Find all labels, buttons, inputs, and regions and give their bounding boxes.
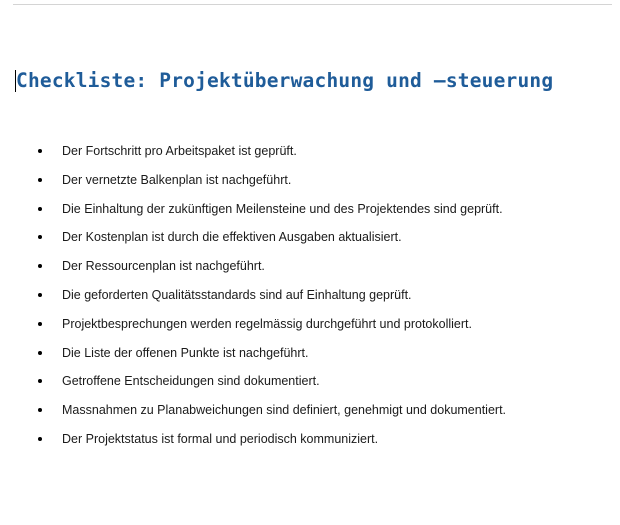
checklist-item[interactable] bbox=[38, 198, 506, 227]
bullet-icon bbox=[38, 437, 42, 441]
checklist-item-text: Die geforderten Qualitätsstandards sind auf Einhaltung geprüft. bbox=[62, 287, 412, 302]
checklist-item[interactable] bbox=[38, 226, 506, 255]
checklist-item-text: Der Ressourcenplan ist nachgeführt. bbox=[62, 259, 265, 274]
checklist-item[interactable] bbox=[38, 313, 506, 342]
checklist-item[interactable] bbox=[38, 255, 506, 284]
bullet-icon bbox=[38, 207, 42, 211]
bullet-icon bbox=[38, 379, 42, 383]
checklist-item[interactable] bbox=[38, 140, 506, 169]
checklist-item-text: Getroffene Entscheidungen sind dokumentiert. bbox=[62, 374, 320, 389]
bullet-icon bbox=[38, 293, 42, 297]
checklist-item-text: Der Fortschritt pro Arbeitspaket ist geprüft. bbox=[62, 144, 297, 158]
checklist-item-text: Die Einhaltung der zukünftigen Meilensteine und des Projektendes sind geprüft. bbox=[62, 201, 503, 216]
bullet-icon bbox=[38, 149, 42, 153]
checklist-item[interactable] bbox=[38, 370, 506, 399]
bullet-icon bbox=[38, 178, 42, 182]
page-top-rule bbox=[13, 4, 612, 5]
checklist-item-text: Die Liste der offenen Punkte ist nachgeführt. bbox=[62, 345, 309, 360]
checklist-item[interactable] bbox=[38, 284, 506, 313]
checklist-item-text: Der vernetzte Balkenplan ist nachgeführt. bbox=[62, 172, 292, 187]
checklist-item-text: Massnahmen zu Planabweichungen sind definiert, genehmigt und dokumentiert. bbox=[62, 403, 507, 418]
checklist-item-text: Der Projektstatus ist formal und periodisch kommuniziert. bbox=[62, 431, 379, 446]
checklist bbox=[38, 140, 506, 457]
bullet-icon bbox=[38, 408, 42, 412]
bullet-icon bbox=[38, 351, 42, 355]
checklist-item[interactable] bbox=[38, 342, 506, 371]
document-title[interactable]: Checkliste: Projektüberwachung und –steuerung bbox=[16, 69, 554, 92]
bullet-icon bbox=[38, 235, 42, 239]
bullet-icon bbox=[38, 264, 42, 268]
checklist-item[interactable] bbox=[38, 169, 506, 198]
checklist-item-text: Projektbesprechungen werden regelmässig durchgeführt und protokolliert. bbox=[62, 316, 472, 331]
bullet-icon bbox=[38, 322, 42, 326]
checklist-item[interactable] bbox=[38, 428, 506, 457]
checklist-item[interactable] bbox=[38, 399, 506, 428]
checklist-item-text: Der Kostenplan ist durch die effektiven Ausgaben aktualisiert. bbox=[62, 230, 402, 245]
